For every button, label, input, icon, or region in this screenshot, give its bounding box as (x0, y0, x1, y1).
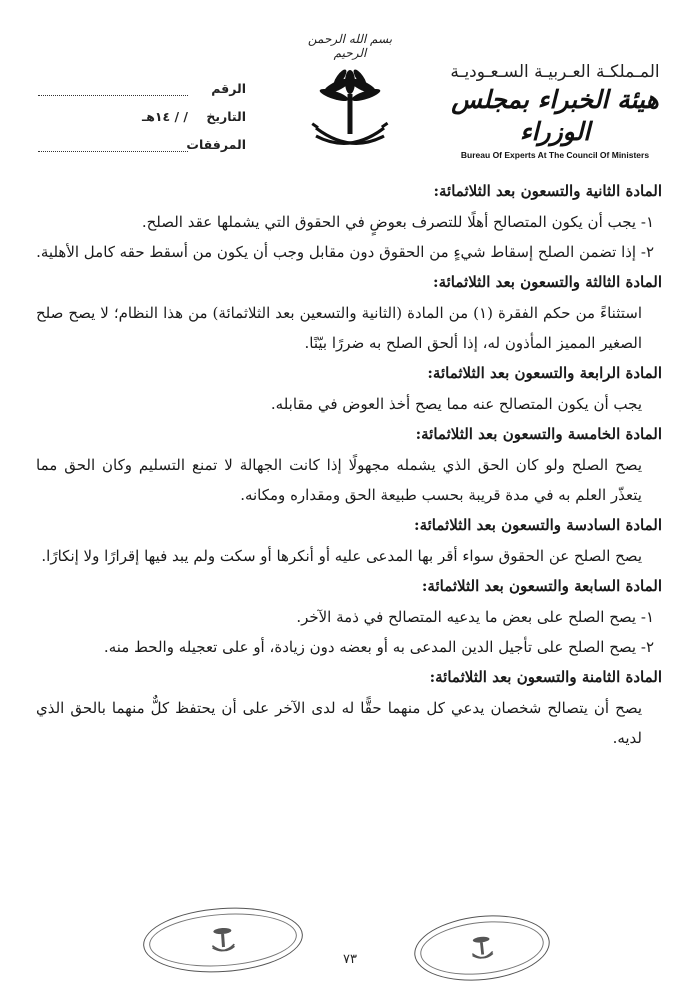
letterhead-issuer (450, 62, 660, 160)
article-clause: ١- يجب أن يكون المتصالح أهلًا للتصرف بعوضٍ في الحقوق التي يشملها عقد الصلح. (141, 213, 654, 231)
palm-swords-emblem-icon (304, 64, 396, 156)
article-clause: ١- يصح الصلح على بعض ما يدعيه المتصالح في ذمة الآخر. (296, 608, 654, 626)
articles-body (36, 176, 662, 753)
article-text: يجب أن يكون المتصالح عنه مما يصح أخذ العوض في مقابله. (270, 395, 642, 413)
article-text: يصح الصلح عن الحقوق سواء أقر بها المدعى عليه أو أنكرها أو سكت ولم يبد فيها إقرارًا ولا إنكارًا. (41, 547, 642, 565)
bureau-name-arabic: هيئة الخبراء بمجلس الوزراء (451, 85, 659, 146)
reference-block (38, 68, 246, 152)
article-clause: ٢- يصح الصلح على تأجيل الدين المدعى به أو بعضه دون زيادة، أو على تعجيله والحط منه. (103, 638, 654, 656)
attachments-label: المرفقات (186, 137, 246, 152)
attachments-row (38, 124, 246, 152)
article-text: يصح الصلح ولو كان الحق الذي يشمله مجهولًا إذا كانت الجهالة لا تمنع التسليم وكان الحق مما يتعذّر العلم به في مدة قريبة بحسب طبيعة الحق ومقداره ومكانه. (36, 456, 642, 504)
attachments-line (38, 138, 188, 152)
article-title: المادة الخامسة والتسعون بعد الثلاثمائة: (415, 425, 662, 443)
reference-label: الرقم (211, 81, 246, 96)
article-text: استثناءً من حكم الفقرة (١) من المادة (الثانية والتسعين بعد الثلاثمائة) من هذا النظام؛ لا يصح صلح الصغير المميز المأذون له، إذا ألحق الصلح به ضررًا بيّنًا. (36, 304, 642, 352)
article-clause: ٢- إذا تضمن الصلح إسقاط شيءٍ من الحقوق دون مقابل وجب أن يكون من أسقط حقه كامل الأهلية. (36, 243, 654, 261)
letterhead-emblem-block (295, 32, 405, 156)
article-title: المادة الثالثة والتسعون بعد الثلاثمائة: (433, 273, 662, 291)
article-title: المادة الثامنة والتسعون بعد الثلاثمائة: (429, 668, 662, 686)
article-text: يصح أن يتصالح شخصان يدعي كل منهما حقًّا له لدى الآخر على أن يحتفظ كلٌّ منهما بالحق الذي لديه. (36, 699, 642, 747)
article-title: المادة السابعة والتسعون بعد الثلاثمائة: (421, 577, 662, 595)
reference-row (38, 68, 246, 96)
date-row (38, 96, 246, 124)
article-title: المادة السادسة والتسعون بعد الثلاثمائة: (414, 516, 662, 534)
page-number: ٧٣ (343, 952, 357, 967)
reference-line (38, 82, 188, 96)
bureau-name-english: Bureau Of Experts At The Council Of Ministers (460, 150, 650, 160)
date-value: / / ١٤هـ (141, 109, 188, 124)
official-seal-stamp (411, 909, 553, 987)
basmala: بسم الله الرحمن الرحيم (307, 32, 393, 60)
article-title: المادة الرابعة والتسعون بعد الثلاثمائة: (427, 364, 662, 382)
kingdom-name: المـملكـة العـربيـة السـعـوديـة (450, 62, 660, 82)
article-title: المادة الثانية والتسعون بعد الثلاثمائة: (433, 182, 662, 200)
date-label: التاريخ (206, 109, 246, 124)
